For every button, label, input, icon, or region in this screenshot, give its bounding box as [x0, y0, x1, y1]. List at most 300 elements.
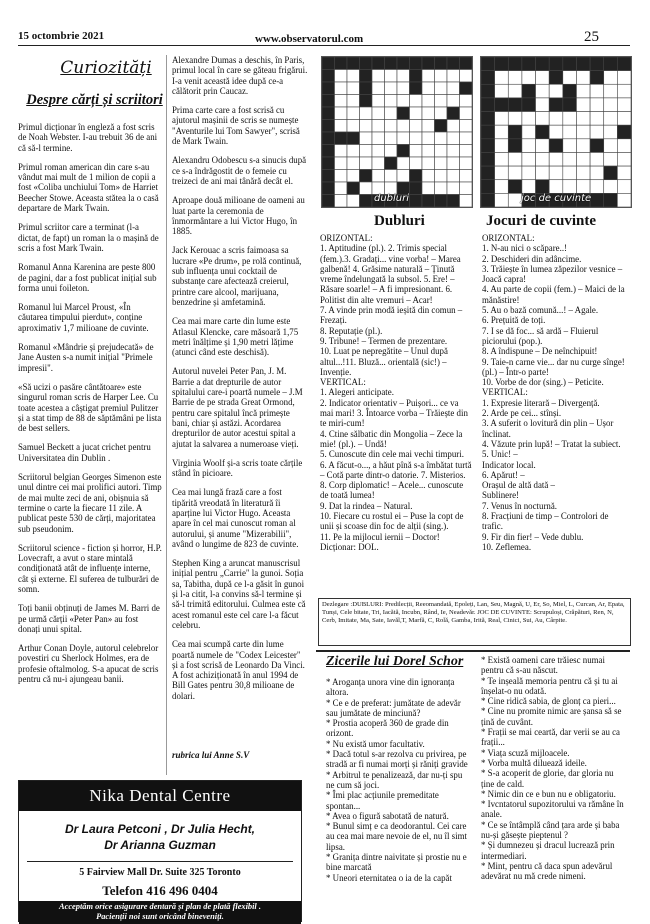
grid-cell	[347, 182, 360, 195]
grid-cell	[522, 84, 536, 98]
zicerile-title: Zicerile lui Dorel Schor	[326, 654, 464, 669]
grid-cell	[563, 112, 577, 126]
grid-cell	[563, 152, 577, 166]
grid-cell	[604, 57, 618, 71]
grid-cell	[447, 132, 460, 145]
grid-cell	[322, 70, 335, 83]
grid-cell	[576, 112, 590, 126]
grid-cell	[481, 125, 495, 139]
ad-divider	[27, 861, 293, 862]
grid-cell	[385, 170, 398, 183]
grid-cell	[447, 82, 460, 95]
grid-cell	[372, 120, 385, 133]
grid-cell	[522, 180, 536, 194]
grid-cell	[435, 157, 448, 170]
grid-cell	[385, 70, 398, 83]
grid-cell	[604, 193, 618, 207]
article-paragraph: Scriitorul science - fiction și horror, H.P. Lovecraft, a avut o stare mintală condiționată atât de influențe interne, cât și externe. El suferea de tulburări de somn.	[18, 542, 162, 594]
grid-cell	[590, 112, 604, 126]
grid-cell	[435, 145, 448, 158]
grid-cell	[495, 57, 509, 71]
grid-cell	[617, 125, 631, 139]
grid-cell	[322, 82, 335, 95]
grid-cell	[410, 107, 423, 120]
byline: rubrica lui Anne S.V	[172, 750, 250, 760]
ad-doctors	[19, 821, 301, 853]
grid-cell	[508, 180, 522, 194]
dubluri-clues: ORIZONTAL: 1. Aptitudine (pl.). 2. Trimis special (fem.).3. Gradați... vine vorba! – Marea galbenă! 4. Grăsime naturală – Ținută vreme îndelungată la subsol. 5. Ere! – Răsare soarle! – A fi impresionant. 6. Politist din alte vremuri – Acar! 7. A vinde prin modă ieșită din comun – Frezați. 8. Reputație (pl.). 9. Tribune! – Termen de prezentare. 10. Luat pe nepregătite – Unul după altul...!11. Bluză... orientală (sic!) – Invenție. VERTICAL: 1. Alegeri anticipate. 2. Indicator orientativ – Puișori... ce va mai mari! 3. Întoarce vorba – Trăiește din te miri-cum! 4. Ctine sălbatic din Mongolia – Zece la mie! (pl.). – Undă! 5. Cunoscute din cele mai vechi timpuri. 6. A făcut-o..., a hăut pînă s-a îmbătat turtă – Cotă parte dintr-o datorie. 7. Misterios. 8. Corp diplomatic! – Acele... cunoscute de toată lumea! 9. Dat la rindea – Natural. 10. Fiecare cu rostul ei – Puse la copt de unii și scoase din foc de alții (sing.). 11. Pe la mijlocul iernii – Doctor! Dicționar: DOL.	[320, 233, 472, 552]
grid-cell	[347, 70, 360, 83]
grid-cell	[481, 152, 495, 166]
grid-cell	[617, 193, 631, 207]
grid-cell	[410, 182, 423, 195]
grid-cell	[481, 71, 495, 85]
grid-cell	[617, 166, 631, 180]
grid-cell	[563, 84, 577, 98]
grid-cell	[508, 71, 522, 85]
grid-cell	[590, 139, 604, 153]
grid-cell	[372, 157, 385, 170]
grid-cell	[435, 82, 448, 95]
grid-cell	[563, 57, 577, 71]
grid-cell	[335, 107, 348, 120]
grid-cell	[590, 180, 604, 194]
grid-cell	[435, 182, 448, 195]
grid-cell	[604, 98, 618, 112]
grid-cell	[422, 120, 435, 133]
grid-cell	[335, 195, 348, 208]
grid-cell	[397, 70, 410, 83]
article-column-1	[18, 122, 162, 693]
grid-cell	[410, 170, 423, 183]
grid-cell	[385, 107, 398, 120]
grid-cell	[410, 195, 423, 208]
grid-cell	[576, 180, 590, 194]
grid-cell	[335, 145, 348, 158]
ad-footer	[19, 901, 301, 924]
grid-cell	[335, 95, 348, 108]
article-paragraph: Alexandre Dumas a deschis, în Paris, primul local în care se găteau frigărui. I-a venit această idee după ce-a călătorit prin Caucaz.	[172, 55, 308, 96]
article-paragraph: Alexandru Odobescu s-a sinucis după ce s-a îndrăgostit de o femeie cu treizeci de ani mai tânără decât el.	[172, 155, 307, 186]
grid-cell	[447, 120, 460, 133]
grid-cell	[508, 139, 522, 153]
grid-cell	[536, 152, 550, 166]
grid-cell	[360, 195, 373, 208]
grid-cell	[617, 57, 631, 71]
joc-grid	[480, 56, 632, 208]
dubluri-grid-cells	[322, 57, 472, 207]
issue-date: 15 octombrie 2021	[18, 30, 105, 42]
grid-cell	[347, 57, 360, 70]
grid-cell	[536, 98, 550, 112]
grid-cell	[435, 70, 448, 83]
grid-cell	[536, 125, 550, 139]
grid-cell	[397, 95, 410, 108]
grid-cell	[322, 132, 335, 145]
grid-cell	[508, 166, 522, 180]
grid-cell	[347, 145, 360, 158]
grid-cell	[549, 112, 563, 126]
grid-cell	[422, 95, 435, 108]
grid-cell	[460, 145, 473, 158]
grid-cell	[576, 71, 590, 85]
grid-cell	[604, 166, 618, 180]
grid-cell	[347, 107, 360, 120]
grid-cell	[563, 166, 577, 180]
grid-cell	[508, 193, 522, 207]
grid-cell	[360, 132, 373, 145]
grid-cell	[576, 84, 590, 98]
article-paragraph: Toți banii obținuți de James M. Barri de pe urmă cărții «Peter Pan» au fost donați unui spital.	[18, 603, 160, 634]
article-paragraph: Virginia Woolf și-a scris toate cărțile stând în picioare.	[172, 457, 303, 479]
grid-cell	[360, 182, 373, 195]
article-title: Despre cărți și scriitori	[26, 92, 163, 108]
article-paragraph: Cea mai scumpă carte din lume poartă numele de "Codex Leicester" și a fost scrisă de Leonardo Da Vinci. A fost achiziționată în anul 1994 de Bill Gates pentru 30,8 milioane de dolari.	[172, 639, 305, 701]
grid-cell	[410, 145, 423, 158]
article-paragraph: Cea mai lungă frază care a fost tipărită vreodată în literatură îi aparține lui Victor Hugo. Aceasta apare în cel mai cunoscut roman al autorului, și anume "Mizerabilii", având o lungime de 823 de cuvinte.	[172, 487, 299, 549]
article-paragraph: Primul scriitor care a terminat (l-a dictat, de fapt) un roman la o mașină de scris a fost Mark Twain.	[18, 222, 159, 253]
article-paragraph: Scriitorul belgian Georges Simenon este unul dintre cei mai prolifici autori. Timp de mai multe zeci de ani, obișnuia să termine o carte la fiecare 11 zile. A publicat peste 530 de cărți, majoritatea sub pseudonim.	[18, 472, 162, 534]
grid-cell	[322, 57, 335, 70]
grid-cell	[422, 145, 435, 158]
grid-cell	[549, 57, 563, 71]
grid-cell	[347, 132, 360, 145]
grid-cell	[576, 152, 590, 166]
grid-cell	[397, 57, 410, 70]
grid-cell	[481, 139, 495, 153]
grid-cell	[335, 120, 348, 133]
grid-cell	[422, 157, 435, 170]
grid-cell	[385, 82, 398, 95]
grid-cell	[508, 98, 522, 112]
grid-cell	[563, 71, 577, 85]
grid-cell	[335, 57, 348, 70]
grid-cell	[460, 70, 473, 83]
grid-cell	[385, 120, 398, 133]
grid-cell	[435, 120, 448, 133]
grid-cell	[522, 112, 536, 126]
joc-title: Jocuri de cuvinte	[486, 213, 596, 229]
grid-cell	[576, 98, 590, 112]
grid-cell	[590, 57, 604, 71]
grid-cell	[563, 125, 577, 139]
grid-cell	[385, 145, 398, 158]
ad-phone[interactable]: Telefon 416 496 0404	[102, 883, 218, 898]
grid-cell	[372, 95, 385, 108]
solutions-box: Dezlegare :DUBLURI: Predilecții, Reeomandată, Epoleți, Lan, Seu, Magnă, U, Er, So, Miel, L, Curcan, Ar, Epata, Tunși, Cele bitate, Tri, Iacătă, Incubn, Rând, Ie, Neadevăr. JOC DE CUVINTE: Scrupuloși, Crăpături, Ren, N, Cerb, Imitate, Ma, Sate, Iavăl,T, Marfă, C, Rolă, Gamba, Irită, Real, Cinici, Sui, Au, Cârpite.	[318, 598, 631, 646]
grid-cell	[549, 139, 563, 153]
grid-cell	[360, 170, 373, 183]
grid-cell	[604, 84, 618, 98]
grid-cell	[604, 125, 618, 139]
grid-cell	[322, 145, 335, 158]
zicerile-left: * Aroganța unora vine din ignoranța altora. * Ce e de preferat: jumătate de adevăr sau jumătate de minciună? * Prostia acoperă 360 de grade din orizont. * Nu există umor facultativ. * Dacă totul s-ar rezolva cu privirea, pe stradă ar fi numai morți și răniți gravide * Arbitrul te penalizează, dar nu-ți spu ne cum să joci. * Îmi plac acțiunile premeditate spontan... * Avea o figură sabotată de natură. * Bunul simț e ca deodorantul. Cei care au cea mai mare nevoie de el, nu îl simt lipsa. * Granița dintre naivitate și prostie nu e bine marcată * Uneori eternitatea o ia de la capăt	[326, 677, 468, 883]
grid-cell	[617, 139, 631, 153]
grid-cell	[617, 84, 631, 98]
grid-cell	[590, 71, 604, 85]
grid-cell	[563, 180, 577, 194]
grid-cell	[372, 132, 385, 145]
grid-cell	[372, 170, 385, 183]
grid-cell	[372, 70, 385, 83]
grid-cell	[435, 132, 448, 145]
grid-cell	[447, 145, 460, 158]
article-paragraph: Aproape două milioane de oameni au luat parte la ceremonia de înmormântare a lui Victor Hugo, în 1885.	[172, 195, 305, 237]
grid-cell	[447, 107, 460, 120]
grid-cell	[397, 157, 410, 170]
grid-cell	[522, 139, 536, 153]
grid-cell	[360, 120, 373, 133]
article-paragraph: Stephen King a aruncat manuscrisul inițial pentru „Carrie" la gunoi. Soția sa, Tabitha, după ce l-a găsit în gunoi și l-a citit, l-a convins să-l termine și să-l trimită editorului. Culmea este că acest romanul este cel care l-a făcut celebru.	[172, 558, 306, 630]
grid-cell	[481, 166, 495, 180]
grid-cell	[372, 107, 385, 120]
grid-cell	[549, 152, 563, 166]
grid-cell	[460, 95, 473, 108]
article-paragraph: Jack Kerouac a scris faimoasa sa lucrare «Pe drum», pe rolă continuă, sub influența unui cocktail de substanțe care afectează creierul, printre care alcool, marijuana, benzedrine și amfetamină.	[172, 245, 302, 307]
dental-ad[interactable]	[18, 780, 302, 922]
grid-cell	[410, 57, 423, 70]
grid-cell	[590, 166, 604, 180]
article-paragraph: Primul roman american din care s-au vândut mai mult de 1 milion de copii a fost «Coliba unchiului Tom» de Harriet Beecher Stowe. Aceasta stătea la o casă departare de Mark Twain.	[18, 161, 159, 214]
grid-cell	[335, 157, 348, 170]
grid-cell	[460, 195, 473, 208]
article-paragraph: Arthur Conan Doyle, autorul celebrelor povestiri cu Sherlock Holmes, era de profesie oftalmolog. S-a apucat de scris pentru că nu-i ajungeau banii.	[18, 643, 159, 685]
grid-cell	[508, 152, 522, 166]
grid-cell	[360, 157, 373, 170]
ad-address: 5 Fairview Mall Dr. Suite 325 Toronto	[79, 867, 241, 878]
ad-footer-line1: Acceptăm orice asigurare dentară și plan de plată flexibil .	[59, 902, 261, 911]
grid-cell	[590, 193, 604, 207]
grid-cell	[360, 82, 373, 95]
grid-cell	[508, 84, 522, 98]
grid-cell	[447, 170, 460, 183]
grid-cell	[435, 107, 448, 120]
grid-cell	[590, 152, 604, 166]
article-paragraph: Primul dicționar în engleză a fost scris de Noah Webster. I-au trebuit 36 de ani că să-l termine.	[18, 122, 158, 153]
grid-cell	[385, 57, 398, 70]
grid-cell	[410, 82, 423, 95]
grid-cell	[435, 95, 448, 108]
grid-cell	[508, 112, 522, 126]
grid-cell	[495, 125, 509, 139]
grid-cell	[447, 95, 460, 108]
article-paragraph: Prima carte care a fost scrisă cu ajutorul mașinii de scris se numește "Aventurile lui Tom Sawyer", scrisă de Mark Twain.	[172, 105, 300, 147]
grid-cell	[522, 166, 536, 180]
grid-cell	[397, 82, 410, 95]
grid-cell	[604, 71, 618, 85]
grid-cell	[447, 157, 460, 170]
grid-cell	[460, 170, 473, 183]
grid-cell	[435, 170, 448, 183]
grid-cell	[422, 57, 435, 70]
grid-cell	[447, 57, 460, 70]
joc-clues: ORIZONTAL: 1. N-au nici o scăpare..! 2. Deschideri din adâncime. 3. Trăiește în lumea zăpezilor vesnice –Joacă capra! 4. Au parte de copii (fem.) – Maici de la mănăstire! 5. Au o bază comună...! – Agale. 6. Prețuită de toți. 7. I se dă foc... să ardă – Fluierul piciorului (pop.). 8. A îndispune – De neînchipuit! 9. Taie-n carne vie... dar nu curge sînge! (pl.) – Într-o parte! 10. Vorbe de dor (sing.) – Peticite. VERTICAL: 1. Expresie literară – Divergență. 2. Arde pe cei... stînși. 3. A suferit o lovitură din plin – Ușor înclinat. 4. Văzute prin lupă! – Tratat la subiect. 5. Unic! – Indicator local. 6. Apărut! – Orașul de altă dată – Sublinere! 7. Venus în nocturnă. 8. Fracțiuni de timp – Controlori de trafic. 9. Fir din fier! – Vede dublu. 10. Zeflemea.	[482, 233, 625, 552]
grid-cell	[617, 71, 631, 85]
grid-cell	[481, 98, 495, 112]
grid-cell	[481, 84, 495, 98]
grid-cell	[372, 82, 385, 95]
grid-cell	[372, 57, 385, 70]
ad-footer-line2: Pacienții noi sunt oricând bineveniți.	[96, 912, 224, 921]
grid-cell	[536, 180, 550, 194]
article-column-2	[172, 55, 308, 710]
grid-cell	[385, 157, 398, 170]
grid-cell	[347, 170, 360, 183]
grid-cell	[495, 193, 509, 207]
grid-cell	[322, 95, 335, 108]
grid-cell	[536, 139, 550, 153]
grid-cell	[410, 120, 423, 133]
grid-cell	[372, 145, 385, 158]
grid-cell	[385, 132, 398, 145]
grid-cell	[576, 57, 590, 71]
grid-cell	[549, 180, 563, 194]
grid-cell	[322, 195, 335, 208]
grid-cell	[322, 157, 335, 170]
grid-cell	[495, 84, 509, 98]
grid-cell	[576, 166, 590, 180]
grid-cell	[495, 112, 509, 126]
grid-cell	[460, 120, 473, 133]
page-number: 25	[584, 29, 599, 45]
grid-cell	[335, 182, 348, 195]
grid-cell	[460, 157, 473, 170]
grid-cell	[422, 132, 435, 145]
grid-cell	[536, 57, 550, 71]
grid-cell	[481, 112, 495, 126]
dubluri-grid-caption: dubluri	[374, 193, 410, 204]
grid-cell	[335, 170, 348, 183]
ad-name: Nika Dental Centre	[19, 781, 301, 811]
grid-cell	[536, 166, 550, 180]
grid-cell	[410, 95, 423, 108]
grid-cell	[347, 120, 360, 133]
grid-cell	[495, 152, 509, 166]
grid-cell	[347, 195, 360, 208]
grid-cell	[604, 180, 618, 194]
grid-cell	[508, 57, 522, 71]
grid-cell	[322, 170, 335, 183]
grid-cell	[447, 70, 460, 83]
grid-cell	[549, 84, 563, 98]
grid-cell	[435, 195, 448, 208]
grid-cell	[347, 95, 360, 108]
grid-cell	[508, 125, 522, 139]
grid-cell	[563, 98, 577, 112]
grid-cell	[360, 145, 373, 158]
column-divider	[166, 55, 167, 775]
section-title: Curiozități	[60, 58, 152, 78]
grid-cell	[360, 95, 373, 108]
article-paragraph: Romanul «Mândrie și prejudecată» de Jane Austen s-a numit inițial "Primele impresii".	[18, 342, 154, 373]
joc-grid-cells	[481, 57, 631, 207]
grid-cell	[460, 182, 473, 195]
grid-cell	[410, 70, 423, 83]
grid-cell	[422, 107, 435, 120]
grid-cell	[397, 132, 410, 145]
grid-cell	[347, 157, 360, 170]
grid-cell	[322, 120, 335, 133]
grid-cell	[590, 125, 604, 139]
ad-doctors-line2: Dr Arianna Guzman	[104, 838, 216, 852]
grid-cell	[576, 139, 590, 153]
grid-cell	[522, 98, 536, 112]
grid-cell	[536, 112, 550, 126]
grid-cell	[460, 82, 473, 95]
grid-cell	[549, 71, 563, 85]
grid-cell	[422, 195, 435, 208]
grid-cell	[397, 170, 410, 183]
grid-cell	[604, 112, 618, 126]
joc-grid-caption: joc de cuvinte	[521, 193, 592, 204]
grid-cell	[617, 98, 631, 112]
grid-cell	[360, 57, 373, 70]
grid-cell	[397, 120, 410, 133]
grid-cell	[422, 70, 435, 83]
grid-cell	[447, 182, 460, 195]
zicerile-right: * Există oameni care trăiesc numai pentru că s-au născut. * Te inșeală memoria pentru că și tu ai înșelat-o nu odată. * Cine ridică sabia, de glonț ca pieri... * Cine nu promite nimic are șansa să se țină de cuvânt. * Frații se mai ceartă, dar verii se au ca frații... * Viața scuză mijloacele. * Vorba multă diluează ideile. * S-a acoperit de glorie, dar gloria nu ține de cald. * Nimic din ce e bun nu e obligatoriu. * Ivcntatorul supozitorului va rămâne în anale. * Ce se întâmplă când țara arde și baba nu-și găsește pieptenul ? * Și dumnezeu și dracul lucrează prin intermediari. * Mint, pentru că daca spun adevărul adevărat nu mă crede nimeni.	[481, 655, 624, 882]
grid-cell	[397, 107, 410, 120]
grid-cell	[481, 193, 495, 207]
grid-cell	[536, 71, 550, 85]
grid-cell	[360, 70, 373, 83]
grid-cell	[422, 170, 435, 183]
grid-cell	[481, 57, 495, 71]
grid-cell	[522, 125, 536, 139]
grid-cell	[590, 98, 604, 112]
dubluri-grid	[321, 56, 473, 208]
article-paragraph: Cea mai mare carte din lume este Atlasul Klencke, care măsoară 1,75 metri înălțime și 1,90 metri lățime (atunci când este deschisă).	[172, 316, 299, 358]
grid-cell	[385, 95, 398, 108]
article-paragraph: Romanul Anna Karenina are peste 800 de pagini, dar a fost publicat inițial sub forma unui foileton.	[18, 262, 157, 293]
grid-cell	[590, 84, 604, 98]
grid-cell	[617, 152, 631, 166]
site-url[interactable]: www.observatorul.com	[255, 33, 364, 45]
grid-cell	[495, 180, 509, 194]
grid-cell	[563, 139, 577, 153]
grid-cell	[335, 82, 348, 95]
grid-cell	[495, 166, 509, 180]
grid-cell	[422, 82, 435, 95]
grid-cell	[460, 107, 473, 120]
grid-cell	[435, 57, 448, 70]
grid-cell	[335, 70, 348, 83]
grid-cell	[604, 139, 618, 153]
grid-cell	[335, 132, 348, 145]
crossword-panel	[316, 53, 632, 604]
ad-doctors-line1: Dr Laura Petconi , Dr Julia Hecht,	[64, 822, 256, 836]
grid-cell	[604, 152, 618, 166]
article-paragraph: Romanul lui Marcel Proust, «În căutarea timpului pierdut», conține aproximativ 1,7 milioane de cuvinte.	[18, 302, 149, 333]
grid-cell	[495, 139, 509, 153]
zicerile-rule	[316, 650, 630, 652]
grid-cell	[422, 182, 435, 195]
grid-cell	[410, 132, 423, 145]
grid-cell	[447, 195, 460, 208]
grid-cell	[481, 180, 495, 194]
grid-cell	[617, 180, 631, 194]
grid-cell	[460, 57, 473, 70]
grid-cell	[522, 152, 536, 166]
grid-cell	[495, 98, 509, 112]
article-paragraph: Samuel Beckett a jucat crichet pentru Universitatea din Dublin .	[18, 442, 151, 463]
grid-cell	[397, 145, 410, 158]
article-paragraph: Autorul nuvelei Peter Pan, J. M. Barrie a dat drepturile de autor spitalului care-i poartă numele – J.M Barrie de pe strada Great Ormond, pentru care spitalul încă primește bani, chiar și astăzi. Acordarea drepturilor de autor acestui spital a ajutat la salvarea a numeroase vieți.	[172, 366, 303, 449]
grid-cell	[322, 107, 335, 120]
grid-cell	[549, 125, 563, 139]
article-paragraph: «Să ucizi o pasăre cântătoare» este singurul roman scris de Harper Lee. Cu toate acestea a câștigat premiul Pulitzer și a stat timp de 88 de săptămâni pe lista de best sellers.	[18, 381, 162, 434]
grid-cell	[617, 112, 631, 126]
